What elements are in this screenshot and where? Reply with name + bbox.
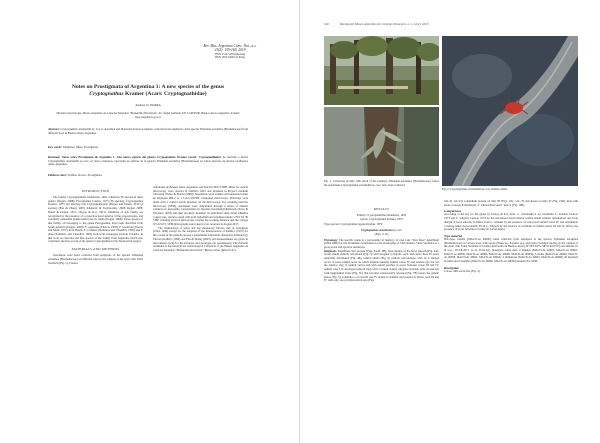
- palabras-text: Epífitas, Ácaros, Prostigmata.: [67, 173, 103, 177]
- issn-print: ISSN 1514-5158 (impresa): [214, 52, 246, 56]
- title-rest: Kramer (Acari: Cryptognathidae): [125, 91, 207, 97]
- palabras-clave: [48, 174, 248, 178]
- right-column-1: [324, 204, 439, 283]
- figure-2-photo: [442, 36, 578, 186]
- terminology-text: The terminology of palps and leg chaetotaxy follows that of Grandjean (1944, 1946) except for the adoption of the interpretation of Kethley (1970) for the a setae of the genu & can use a solenidium. Idiosomal chaetotaxy terminology follows Kethley (1990) and Fan & Zhang (2005). All measurements are given in micrometers (µm) for the holotype and paratypes (in parentheses). The material examined is deposited in the Aracnological Collection of the Museo Argentino de Ciencias Naturales "Bernardino Rivadavia", Buenos Aires (MACN-Ar).: [153, 225, 248, 252]
- etymology-text: The specific name is a patronymic in memory of José Luis "Don Pepe" Amalfitani (1894-1969) for his invaluable contribution to the developing of Club Atlético Velez Sarsfield as a great social and sportive institution.: [324, 237, 439, 249]
- palabras-label: Palabras clave:: [48, 173, 67, 177]
- species-name: Cryptognathus ornatissimi: [360, 228, 393, 233]
- genus-line: Genus: Cryptognathus Kramer, 1879: [360, 216, 403, 221]
- intro-text: The family Cryptognathidae Oudemans, 1902 comprises 60 species in three genera (Doğan, 2008): Favognathus Luxton, 1973 (36 species), Cryptognathus Kramer, 1873 (22 species) and Cryptognathopsis (Doğan and Dönel, 2010 (2 species) (Fan & Zhang, 2005; Khaustov & Uechnovsky, 2008; Doğan 2008; Dönel & Doğan, 2011; Uluçay & Koç, 2011). Members of this family are recognized by the presence of a protective hood anterior of the propodosoma, and extremely extensible gnathosomal base in adults (Doğan, 2008). Three species of this family, all belonging to the genus Favognathus, have been described from South America (Doğan, 2008): F. eggeanus (Theron, 1978), F. kochicus (Theron and Mark, 1971) from Brazil, F. ocellatus (Summers and Chaudhri, 1965) and F. pilus (Summers and Chaudhri, 1965) both from Galapagos Islands, Ecuador. In this work we describe the first species of the family from Argentina which also constitutes the first record of the genus Cryptognathus in the Neotropical region.: [48, 195, 143, 244]
- intro-heading: INTRODUCTION: [81, 189, 110, 193]
- diagnosis-text: Palpitibial claw present (Figs. 8A-B, 9B), front margin of the hood smooth (Fig. 4A), dorsal shield entirely reticulated (Fig. 3) with irregular polygons, each with more than 10 pores uniformly distributed (Fig. 4B), ventral shield (Fig. 6) without reticulations, with an U shaped sector of pores behind setae 3a which extends laterally behind coxae IV and reaches ag1 but not the anterior ring of genital valves and with lateral patches of pores between coxae III and IV; behind coxa I, II and hypostomacal ring, with a central ventral calyptate between setae 4a and ag2 with longitudinal striae (Fig. 7C) that becomes transversally oriented (Fig. 7B) before the genital plates (Fig. 5); solenidia ω of tarsi III and IV absent in females and present in males; tarsi III and IV with only one proximoventral seta (Figs: [324, 248, 439, 283]
- affiliation: División Aracnología, Museo Argentino de Ciencias Naturales "Bernardino Rivadavia", Av. Ángel Gallardo 470 C1405DJR, Buenos Aires, Argentina. E-mail: hyporta@macn.gov.ar: [56, 111, 240, 119]
- resumen-text: Se describe e ilustra Cryptognathus ornatissimi sp. nov. en base a muestras colectadas en epífitas de la especie Tillandsia aeranthos (Bromeliaceae) en varias especies de árboles en Buenos Aires, Argentina.: [48, 155, 248, 167]
- methods-continued: Autónoma de Buenos Aires, Argentina and fixed in 96% ETOH. Mites for optical microscopy were cleared in Nesbitt's fluid and mounted in Hoyer's medium following Walter & Krantz (2009). Specimens were studied and measured under an Olympus BH-2 or a Leica DZ300 compound microscope. Drawings were made with a camera lucida mounted on the microscope. For scanning electron microscopy (SEM), specimens were dehydrated through a series of ethanol solutions in increasing concentration in absolute hexamethyldisilazane (Porta & Tricanico 2018) and then air-dried, mounted on individual stubs using adhesive copper tape, sputter-coated with gold-palladium and examined under a FEI XL 30 TMP scanning electron microscope varying the working distance and the voltage (15-22 kV). SEM photographs were taken in two sessions in August 2017.: [153, 185, 248, 227]
- issn-online: ISSN 1853-0400 (en línea): [214, 56, 246, 60]
- figure-1a-photo: [324, 36, 439, 105]
- diagnosis-label: Diagnosis:: [324, 248, 337, 253]
- abstract: [48, 128, 248, 135]
- diagnosis: [324, 250, 439, 283]
- type-species: Type species: Cryptognathus lagena Kramer, 1879: [324, 222, 383, 227]
- figure-1-caption: Fig. 1. Collecting locality with detail of the epiphyte Tillandsia aeranthos (Bromeliaceae) where the specimens Cryptognathus ornatissimi sp. nov. have been collected.: [324, 179, 439, 187]
- abstract-text: Cryptognathus ornatissimi sp. nov. is described and illustrated based on samples collected from epiphytes of the species Tillandsia aeranthos (Bromeliaceae) from different trees in Buenos Aires, Argentina.: [48, 127, 248, 135]
- type-material-text: Holotype, female (MACN-Ar 40600), hand collected from epiphytes of the species Tillandsia aeranthos (Bromeliaceae) on various trees, both exotic (Pinus sp., Populus sp.), and native (Schinus molle), in the campus of the sport club Velez Sarsfield in Ciudad Autónoma de Buenos Aires (34°38'53.8"S, 58°31'40.8"W) and altitude 10 m a.s.l., 18.VII.2017, A. O. Porta leg. Paratypes, same data, 4 females (MACN-Ar 40601, MACN-Ar 40603, MACN-Ar 40605, MACN-Ar 40604, MACN-Ar 40608, MACN-Ar 40606), 3 males (MACN-Ar 40646, MACN-Ar 40658, MACN-Ar 40651, MACN-Ar 40663), 2 immatures (MACN-Ar 40645, MACN-Ar 40660) all mounted in slides and 2 females (MACN-Ar 40666, MACN-Ar 40669) mounted for SEM.: [444, 236, 578, 264]
- resumen: [48, 156, 248, 167]
- journal-volume: 21(2): 159-169, 2019: [214, 48, 246, 53]
- mite-shape: [505, 102, 523, 114]
- author: Andrea O. PORTA: [135, 103, 161, 107]
- comparisons-text: According to the key for the genus by Uluçay & Koç 2011, C. ornatissimi n. sp. resembles C. armatus Luxton, 1973 and C. vulgaris Luxton, 1973 by the reticulated dorsal shield, ventral shield without reticulations and front margin of hood smooth. It differs from C. armatus by the presence of both pores behind coxae IV and reticulation covering entire dorsal shield. From C. vulgaris by the absence of solenidia on female tarsus III and IV and by the presence of pores between covering all dorsal shield.: [444, 212, 578, 232]
- article-title: [48, 84, 248, 98]
- journal-name: Rev. Mus. Argentino Cienc. Nat., n.s.: [203, 44, 257, 48]
- results-heading: RESULTS: [373, 207, 390, 211]
- etymology-label: Etymology.: [324, 237, 338, 242]
- abstract-label: Abstract:: [48, 127, 60, 131]
- running-title: Revista del Museo Argentino de Ciencias Naturales, n. s. 21(2), 2019: [340, 22, 429, 26]
- figure-1: [324, 36, 439, 176]
- methods-heading: MATERIALS AND METHODS: [71, 247, 120, 252]
- left-column-1: [48, 186, 143, 265]
- journal-block: [185, 44, 275, 60]
- resumen-label: Resumen: Notas sobre Prostigmata de Argentina 1: Una nueva especie del género Cryptognathus Kramer (Acari: Cryptognathidae).: [48, 155, 222, 159]
- page-number: 160: [324, 22, 329, 26]
- methods-text: Specimens were hand collected from epiphytes of the species Tillandsia aeranthos (Bromeliaceae) on different trees in the campus of the sport club Velez Sarsfield (Fig. 1), Ciudad: [48, 253, 143, 265]
- comparisons-heading: Comparisons: [444, 209, 462, 214]
- species-figs: (Figs. 2-12): [374, 231, 389, 236]
- description-heading: Description: [444, 265, 459, 270]
- diagnosis-continued: 10C-D, 12C-D); solenidium present on tibia III (Figs. 10C, 11C, F) and absent on tibia IV (Fig. 10D); tibia with setae on tarsus II distalmost; ti'' subisoclinal and ti'' mid or (Fig. 12B).: [444, 199, 578, 207]
- family-line: Family: Cryptognathidae Oudemans, 1902: [356, 213, 407, 217]
- description-text: Colour chili red in live (Fig. 2).: [444, 268, 481, 273]
- species-author: sp. nov.: [393, 228, 403, 233]
- right-column-2: [444, 200, 578, 274]
- title-line-1: Notes on Prostigmata of Argentina 1: A new species of the genus: [71, 84, 225, 90]
- title-genus: Cryptognathus: [89, 91, 124, 97]
- figure-2-caption: Fig. 2. Cryptognathus ornatissimi sp. nov. habitus adults.: [442, 187, 508, 191]
- type-material-heading: Type material: [444, 233, 462, 238]
- figure-1b-photo: [324, 107, 439, 176]
- keywords-label: Key words:: [48, 145, 63, 149]
- right-page: [300, 0, 600, 443]
- keywords: [48, 146, 248, 150]
- running-head: [324, 22, 578, 26]
- keywords-text: Epiphytes, Mites, Prostigmata.: [62, 145, 99, 149]
- title-line-2: [48, 91, 248, 98]
- left-column-2: [153, 186, 248, 253]
